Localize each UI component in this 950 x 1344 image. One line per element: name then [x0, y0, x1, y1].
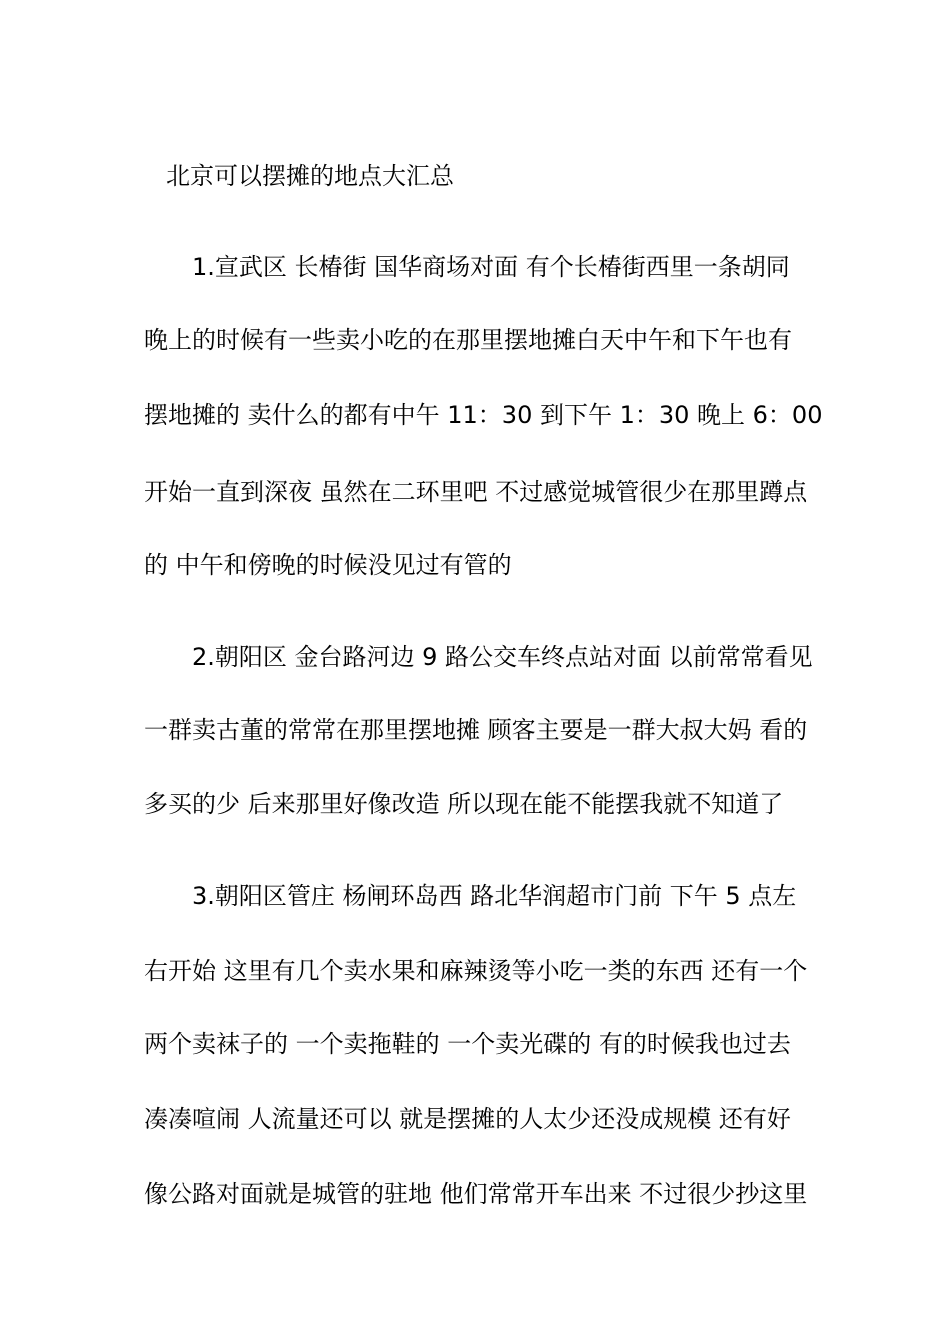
paragraph-2-line-1: 2.朝阳区 金台路河边 9 路公交车终点站对面 以前常常看见 [192, 643, 813, 671]
paragraph-2-line-2: 一群卖古董的常常在那里摆地摊 顾客主要是一群大叔大妈 看的 [144, 716, 808, 744]
paragraph-1-line-1: 1.宣武区 长椿街 国华商场对面 有个长椿街西里一条胡同 [192, 253, 790, 281]
document-title: 北京可以摆摊的地点大汇总 [166, 162, 454, 190]
paragraph-1-line-5: 的 中午和傍晚的时候没见过有管的 [144, 551, 512, 579]
paragraph-3-line-4: 凑凑喧闹 人流量还可以 就是摆摊的人太少还没成规模 还有好 [144, 1105, 791, 1133]
paragraph-3-line-5: 像公路对面就是城管的驻地 他们常常开车出来 不过很少抄这里 [144, 1180, 808, 1208]
paragraph-1-line-2: 晚上的时候有一些卖小吃的在那里摆地摊白天中午和下午也有 [144, 326, 792, 354]
paragraph-2-line-3: 多买的少 后来那里好像改造 所以现在能不能摆我就不知道了 [144, 790, 784, 818]
paragraph-1-line-3: 摆地摊的 卖什么的都有中午 11：30 到下午 1：30 晚上 6：00 [144, 401, 823, 429]
paragraph-3-line-1: 3.朝阳区管庄 杨闸环岛西 路北华润超市门前 下午 5 点左 [192, 882, 797, 910]
paragraph-3-line-2: 右开始 这里有几个卖水果和麻辣烫等小吃一类的东西 还有一个 [144, 957, 808, 985]
paragraph-3-line-3: 两个卖袜子的 一个卖拖鞋的 一个卖光碟的 有的时候我也过去 [144, 1030, 791, 1058]
paragraph-1-line-4: 开始一直到深夜 虽然在二环里吧 不过感觉城管很少在那里蹲点 [144, 478, 808, 506]
